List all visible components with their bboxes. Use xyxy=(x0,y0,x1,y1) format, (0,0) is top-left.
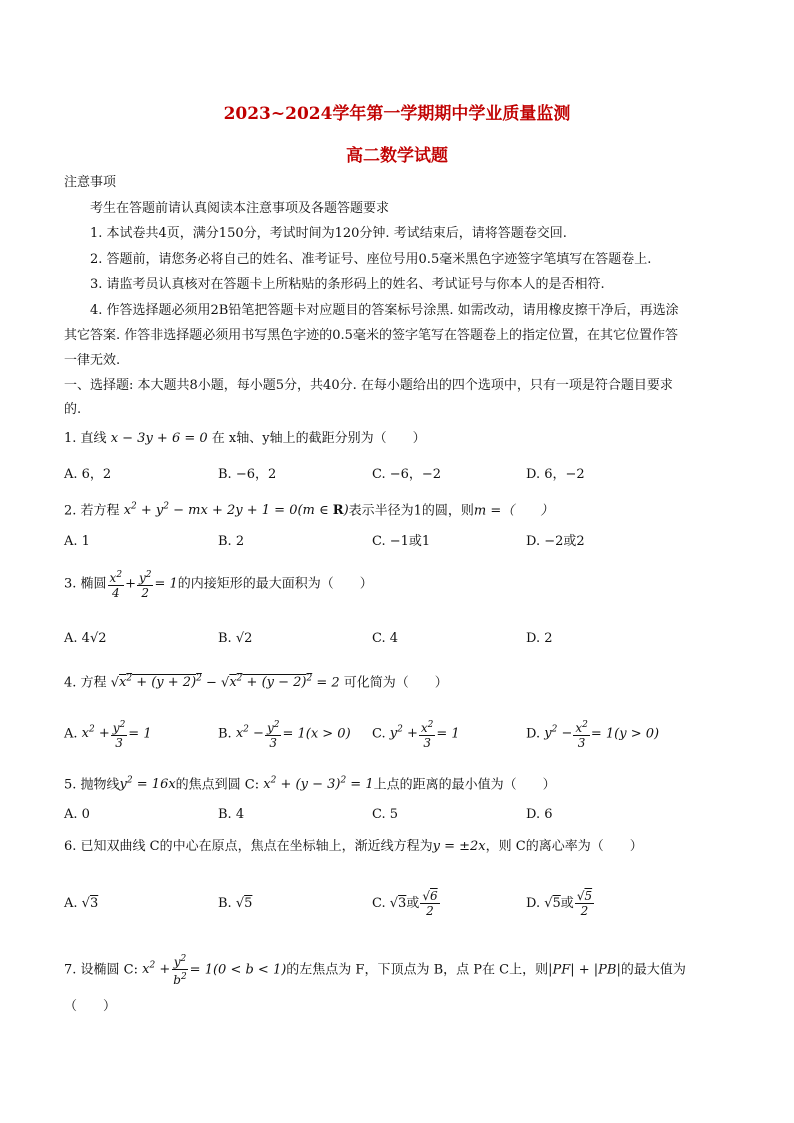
q3-option-c: C. 4 xyxy=(372,631,399,646)
section1-heading: 一、选择题: 本大题共8小题，每小题5分，共40分. 在每小题给出的四个选项中，只有一项是符合题目要求 xyxy=(64,378,673,393)
q2-option-d: D. −2或2 xyxy=(526,534,585,549)
q1-option-c: C. −6，−2 xyxy=(372,467,442,482)
question-7-paren: （ ） xyxy=(64,999,117,1014)
note-2: 2. 答题前，请您务必将自己的姓名、准考证号、座位号用0.5毫米黑色字迹签字笔填写在答题卷上. xyxy=(90,252,652,267)
q3-option-d: D. 2 xyxy=(526,631,553,646)
exam-subtitle: 高二数学试题 xyxy=(346,146,448,166)
note-4-line1: 4. 作答选择题必须用2B铅笔把答题卡对应题目的答案标号涂黑. 如需改动，请用橡皮擦干净后，再选涂 xyxy=(90,303,679,318)
q6-option-b: B. √5 xyxy=(218,896,253,911)
q1-option-d: D. 6，−2 xyxy=(526,467,585,482)
q1-option-b: B. −6，2 xyxy=(218,467,277,482)
question-3: 3. 椭圆 $\frac{x^2}{4}$ + $\frac{y^2}{2}$ = 1的内接矩形的最大面积为（ ） xyxy=(64,570,373,600)
question-2: 2. 若方程 $x^2 + y^2$ − mx + 2y + 1 = 0(m ∈ R)表示半径为1的圆，则m =（ ） xyxy=(64,502,554,519)
q5-option-c: C. 5 xyxy=(372,807,399,822)
note-4-line3: 一律无效. xyxy=(64,353,121,368)
q6-option-a: A. √3 xyxy=(64,896,99,911)
exam-title: 2023~2024学年第一学期期中学业质量监测 xyxy=(223,104,571,124)
q2-option-c: C. −1或1 xyxy=(372,534,431,549)
q6-option-d: D. √5或 $\frac{√5}{2}$ xyxy=(526,889,593,918)
question-1: 1. 直线 x − 3y + 6 = 0 在 x轴、y轴上的截距分别为（ ） xyxy=(64,431,426,446)
q6-option-c: C. √3或 $\frac{√6}{2}$ xyxy=(372,889,438,918)
q4-option-c: C. $y^2$ + $\frac{x^2}{3}$ = 1 xyxy=(372,719,460,750)
q5-option-a: A. 0 xyxy=(64,807,90,822)
q2-option-b: B. 2 xyxy=(218,534,245,549)
q4-option-b: B. $x^2$ − $\frac{y^2}{3}$ = 1(x > 0) xyxy=(218,719,351,750)
q5-option-b: B. 4 xyxy=(218,807,245,822)
q2-option-a: A. 1 xyxy=(64,534,90,549)
q4-option-a: A. $x^2$ + $\frac{y^2}{3}$ = 1 xyxy=(64,719,152,750)
section1-heading-cont: 的. xyxy=(64,402,82,417)
question-4: 4. 方程 $√x^2 + (y + 2)^2 - √x^2 + (y - 2)^2 = 2$ 可化简为（ ） xyxy=(64,674,448,691)
q1-option-a: A. 6，2 xyxy=(64,467,112,482)
note-1: 1. 本试卷共4页，满分150分，考试时间为120分钟. 考试结束后，请将答题卷交回. xyxy=(90,226,567,241)
question-5: 5. 抛物线$y^2 = 16x$的焦点到圆 C: $x^2 + (y - 3)^2 = 1$上点的距离的最小值为（ ） xyxy=(64,776,556,793)
notes-heading: 注意事项 xyxy=(64,175,117,190)
question-6: 6. 已知双曲线 C的中心在原点，焦点在坐标轴上，渐近线方程为y = ±2x，则 C的离心率为（ ） xyxy=(64,839,643,854)
q3-option-a: A. 4√2 xyxy=(64,631,107,646)
q5-option-d: D. 6 xyxy=(526,807,553,822)
q3-option-b: B. √2 xyxy=(218,631,253,646)
notes-intro: 考生在答题前请认真阅读本注意事项及各题答题要求 xyxy=(90,201,390,216)
question-7: 7. 设椭圆 C: $x^2$ + $\frac{y^2}{b^2}$ = 1(0 < b < 1)的左焦点为 F，下顶点为 B，点 P在 C上，则|PF| + |PB|的最大值为 xyxy=(64,954,686,988)
q4-option-d: D. $y^2$ − $\frac{x^2}{3}$ = 1(y > 0) xyxy=(526,719,660,750)
note-4-line2: 其它答案. 作答非选择题必须用书写黑色字迹的0.5毫米的签字笔写在答题卷上的指定位置，在其它位置作答 xyxy=(64,328,678,343)
note-3: 3. 请监考员认真核对在答题卡上所粘贴的条形码上的姓名、考试证号与你本人的是否相符. xyxy=(90,277,605,292)
